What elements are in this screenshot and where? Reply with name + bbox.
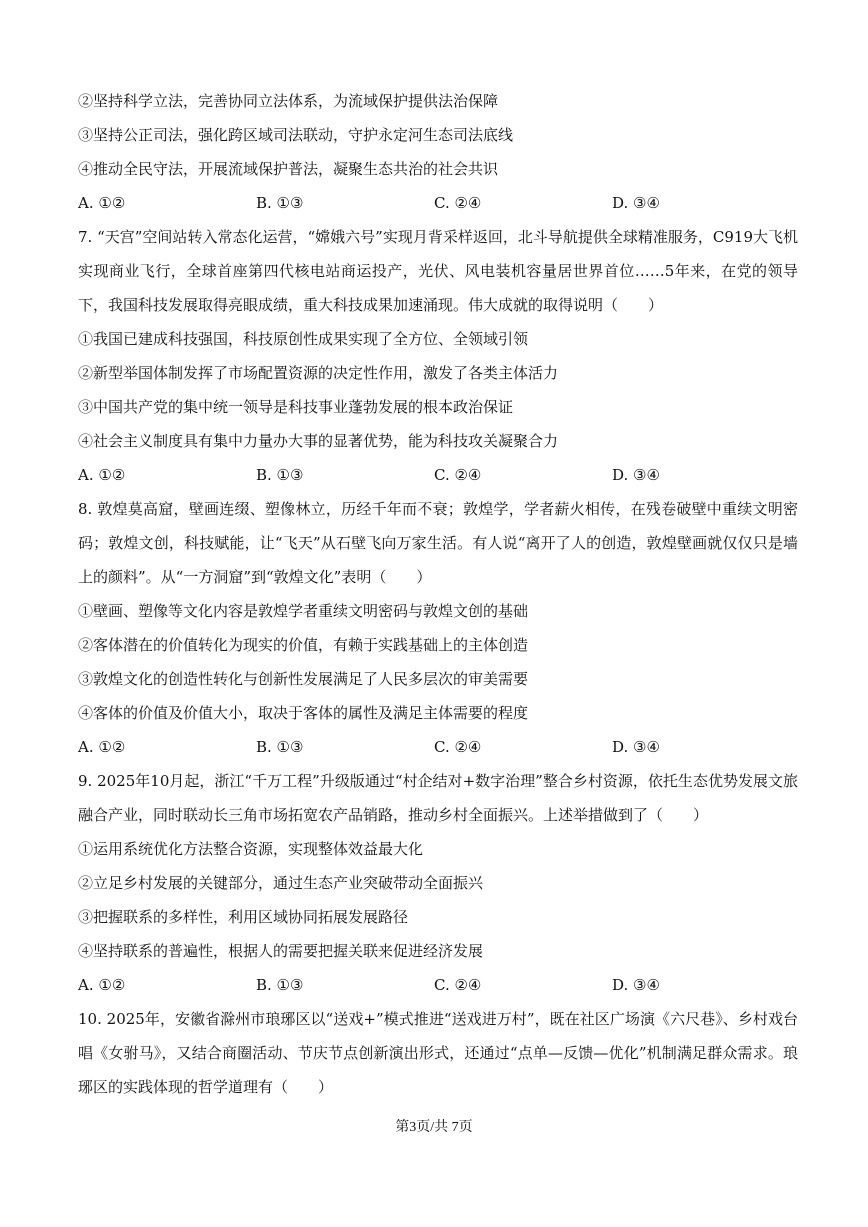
q6-option-b: B. ①③ bbox=[256, 194, 304, 212]
q7-option-b: B. ①③ bbox=[256, 466, 304, 484]
q8-item-4: ④客体的价值及价值大小，取决于客体的属性及满足主体需要的程度 bbox=[78, 704, 529, 722]
q6-item-4: ④推动全民守法，开展流域保护普法，凝聚生态共治的社会共识 bbox=[78, 160, 499, 178]
q7-option-a: A. ①② bbox=[78, 466, 126, 484]
q7-item-4: ④社会主义制度具有集中力量办大事的显著优势，能为科技攻关凝聚合力 bbox=[78, 432, 559, 450]
page-footer: 第3页/共 7页 bbox=[395, 1120, 473, 1135]
question-9 bbox=[78, 764, 798, 1002]
q7-item-2: ②新型举国体制发挥了市场配置资源的决定性作用，激发了各类主体活力 bbox=[78, 364, 559, 382]
q7-options bbox=[78, 458, 798, 492]
q9-options bbox=[78, 968, 798, 1002]
question-6 bbox=[78, 84, 798, 220]
q9-item-4: ④坚持联系的普遍性，根据人的需要把握关联来促进经济发展 bbox=[78, 942, 484, 960]
q8-option-c: C. ②④ bbox=[434, 738, 482, 756]
q8-stem: 8. 敦煌莫高窟，壁画连缀、塑像林立，历经千年而不衰；敦煌学，学者薪火相传，在残卷破壁中重续文明密码；敦煌文创，科技赋能，让“飞天”从石壁飞向万家生活。有人说“离开了人的创造，敦煌壁画就仅仅只是墙上的颜料”。从“一方洞窟”到“敦煌文化”表明（ ） bbox=[78, 500, 798, 586]
q6-options bbox=[78, 186, 798, 220]
q9-stem: 9. 2025年10月起，浙江“千万工程”升级版通过“村企结对+数字治理”整合乡村资源，依托生态优势发展文旅融合产业，同时联动长三角市场拓宽农产品销路，推动乡村全面振兴。上述举措做到了（ ） bbox=[78, 772, 798, 824]
q6-option-a: A. ①② bbox=[78, 194, 126, 212]
question-7 bbox=[78, 220, 798, 492]
q9-option-c: C. ②④ bbox=[434, 976, 482, 994]
q7-option-d: D. ③④ bbox=[612, 466, 660, 484]
question-10 bbox=[78, 1002, 798, 1104]
q6-option-d: D. ③④ bbox=[612, 194, 660, 212]
page-content bbox=[78, 84, 798, 1104]
q9-item-2: ②立足乡村发展的关键部分，通过生态产业突破带动全面振兴 bbox=[78, 874, 484, 892]
q9-item-3: ③把握联系的多样性，利用区域协同拓展发展路径 bbox=[78, 908, 409, 926]
q6-item-3: ③坚持公正司法，强化跨区域司法联动，守护永定河生态司法底线 bbox=[78, 126, 514, 144]
q8-option-b: B. ①③ bbox=[256, 738, 304, 756]
q6-item-2: ②坚持科学立法，完善协同立法体系，为流域保护提供法治保障 bbox=[78, 92, 499, 110]
q9-item-1: ①运用系统优化方法整合资源，实现整体效益最大化 bbox=[78, 840, 424, 858]
q8-option-a: A. ①② bbox=[78, 738, 126, 756]
q9-option-a: A. ①② bbox=[78, 976, 126, 994]
q7-stem: 7. “天宫”空间站转入常态化运营，“嫦娥六号”实现月背采样返回，北斗导航提供全球精准服务，C919大飞机实现商业飞行，全球首座第四代核电站商运投产，光伏、风电装机容量居世界首位……5年来，在党的领导下，我国科技发展取得亮眼成绩，重大科技成果加速涌现。伟大成就的取得说明（ ） bbox=[78, 228, 798, 314]
q8-item-1: ①壁画、塑像等文化内容是敦煌学者重续文明密码与敦煌文创的基础 bbox=[78, 602, 529, 620]
q10-stem: 10. 2025年，安徽省滁州市琅琊区以“送戏+”模式推进“送戏进万村”，既在社区广场演《六尺巷》、乡村戏台唱《女驸马》，又结合商圈活动、节庆节点创新演出形式，还通过“点单—反馈—优化”机制满足群众需求。琅琊区的实践体现的哲学道理有（ ） bbox=[78, 1010, 798, 1096]
q9-option-b: B. ①③ bbox=[256, 976, 304, 994]
q7-item-3: ③中国共产党的集中统一领导是科技事业蓬勃发展的根本政治保证 bbox=[78, 398, 514, 416]
q8-item-3: ③敦煌文化的创造性转化与创新性发展满足了人民多层次的审美需要 bbox=[78, 670, 529, 688]
q9-option-d: D. ③④ bbox=[612, 976, 660, 994]
q7-item-1: ①我国已建成科技强国，科技原创性成果实现了全方位、全领域引领 bbox=[78, 330, 529, 348]
q8-item-2: ②客体潜在的价值转化为现实的价值，有赖于实践基础上的主体创造 bbox=[78, 636, 529, 654]
q8-options bbox=[78, 730, 798, 764]
question-8 bbox=[78, 492, 798, 764]
q8-option-d: D. ③④ bbox=[612, 738, 660, 756]
q6-option-c: C. ②④ bbox=[434, 194, 482, 212]
q7-option-c: C. ②④ bbox=[434, 466, 482, 484]
